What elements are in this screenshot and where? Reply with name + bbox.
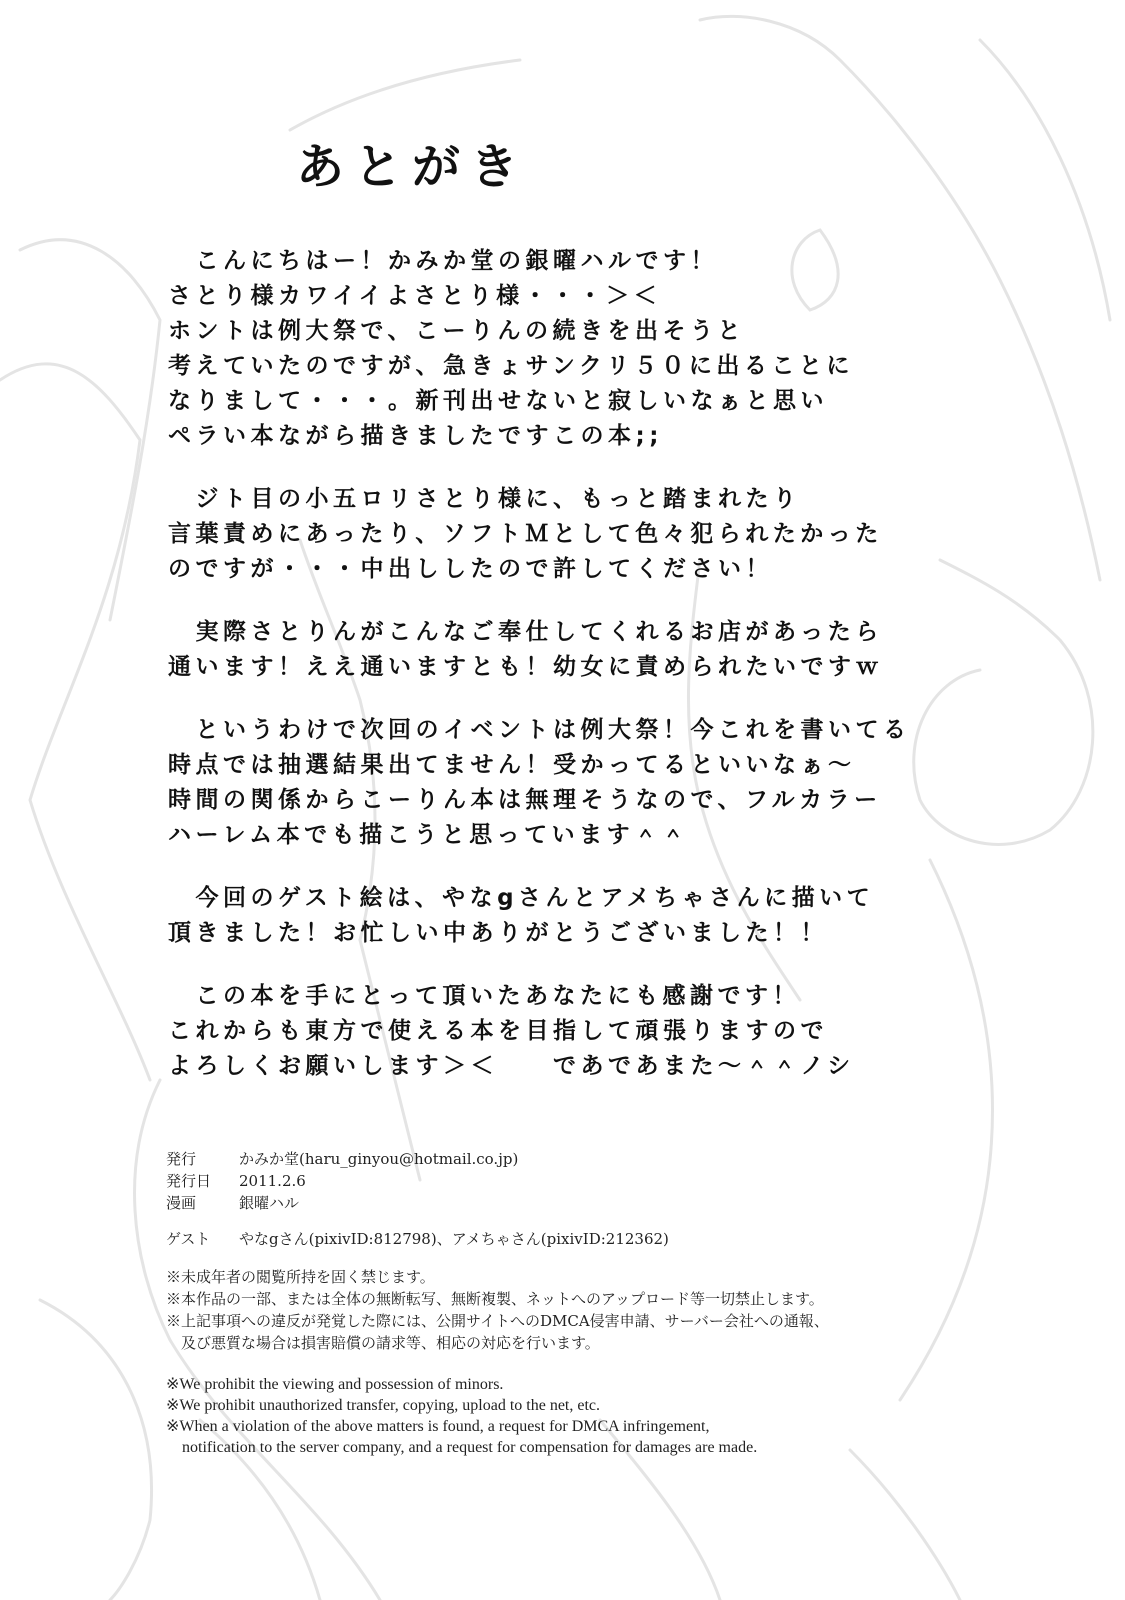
- paragraph: [168, 482, 988, 587]
- notice-line: ※本作品の一部、または全体の無断転写、無断複製、ネットへのアップロード等一切禁止します。: [166, 1290, 824, 1308]
- colophon-key: 発行: [166, 1150, 197, 1168]
- notice-line: ※未成年者の閲覧所持を固く禁じます。: [166, 1268, 435, 1286]
- text-line: この本を手にとって頂いたあなたにも感謝です！: [168, 983, 801, 1009]
- notices-english: [166, 1374, 996, 1458]
- colophon-row-publisher: [166, 1148, 996, 1170]
- colophon-value: やなgさん(pixivID:812798)、アメちゃさん(pixivID:212362): [239, 1230, 669, 1248]
- text-line: ジト目の小五ロリさとり様に、もっと踏まれたり: [168, 486, 801, 512]
- text-line: ペラい本ながら描きましたですこの本;;: [168, 423, 663, 449]
- notice-line: notification to the server company, and a request for compensation for damages are made.: [166, 1439, 758, 1456]
- text-line: なりまして・・・。新刊出せないと寂しいなぁと思い: [168, 388, 828, 414]
- paragraph: [168, 979, 988, 1084]
- text-line: のですが・・・中出ししたので許してください！: [168, 556, 773, 582]
- text-line: ホントは例大祭で、こーりんの続きを出そうと: [168, 318, 746, 344]
- text-line: 言葉責めにあったり、ソフトＭとして色々犯られたかった: [168, 521, 883, 547]
- notice-line: ※We prohibit unauthorized transfer, copying, upload to the net, etc.: [166, 1397, 601, 1414]
- text-line: これからも東方で使える本を目指して頑張りますので: [168, 1018, 828, 1044]
- colophon: [166, 1148, 996, 1458]
- paragraph: [168, 713, 988, 853]
- colophon-key: ゲスト: [166, 1230, 211, 1248]
- colophon-value: 銀曜ハル: [239, 1194, 300, 1212]
- text-line: 時間の関係からこーりん本は無理そうなので、フルカラー: [168, 787, 882, 813]
- paragraph: [168, 881, 988, 951]
- paragraph: [168, 244, 988, 454]
- notices-japanese: [166, 1266, 996, 1354]
- text-line: 通います！ええ通いますとも！幼女に責められたいですｗ: [168, 654, 883, 680]
- text-line: 考えていたのですが、急きょサンクリ５０に出ることに: [168, 353, 854, 379]
- notice-line: 及び悪質な場合は損害賠償の請求等、相応の対応を行います。: [166, 1334, 600, 1352]
- colophon-value: かみか堂(haru_ginyou@hotmail.co.jp): [239, 1150, 519, 1168]
- colophon-row-guest: [166, 1228, 996, 1250]
- text-line: というわけで次回のイベントは例大祭！今これを書いてる: [168, 717, 911, 743]
- paragraph: [168, 615, 988, 685]
- colophon-row-artist: [166, 1192, 996, 1214]
- colophon-row-date: [166, 1170, 996, 1192]
- colophon-key: 発行日: [166, 1172, 212, 1190]
- notice-line: ※When a violation of the above matters is found, a request for DMCA infringement,: [166, 1418, 710, 1435]
- text-line: 時点では抽選結果出てません！受かってるといいなぁ～: [168, 752, 856, 778]
- text-line: よろしくお願いします＞＜ であであまた～＾＾ノシ: [168, 1053, 855, 1079]
- text-line: 実際さとりんがこんなご奉仕してくれるお店があったら: [168, 619, 883, 645]
- text-line: ハーレム本でも描こうと思っています＾＾: [168, 822, 690, 848]
- text-line: 今回のゲスト絵は、やなgさんとアメちゃさんに描いて: [168, 885, 875, 911]
- text-line: さとり様カワイイよさとり様・・・＞＜: [168, 283, 662, 309]
- afterword-text: [168, 244, 988, 1112]
- colophon-key: 漫画: [166, 1194, 197, 1212]
- page-title: あとがき: [296, 139, 529, 195]
- notice-line: ※We prohibit the viewing and possession of minors.: [166, 1376, 504, 1393]
- text-line: 頂きました！お忙しい中ありがとうございました！！: [168, 920, 828, 946]
- notice-line: ※上記事項への違反が発覚した際には、公開サイトへのDMCA侵害申請、サーバー会社への通報、: [166, 1312, 829, 1330]
- colophon-value: 2011.2.6: [239, 1172, 306, 1190]
- text-line: こんにちはー！かみか堂の銀曜ハルです！: [168, 248, 718, 274]
